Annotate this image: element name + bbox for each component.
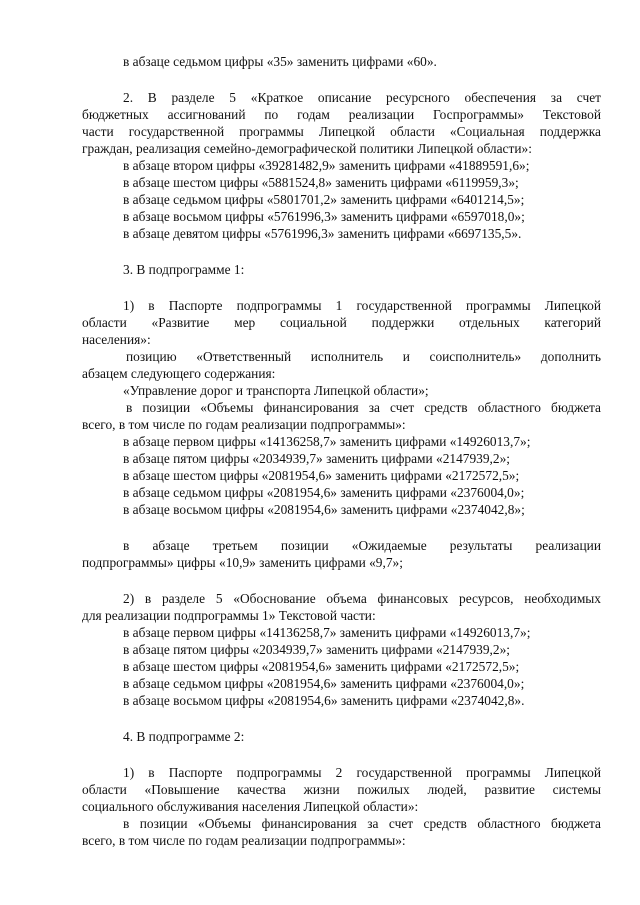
text-line: в абзаце шестом цифры «2081954,6» заменить цифрами «2172572,5»; [123, 659, 520, 674]
text-line: части государственной программы Липецкой области «Социальная поддержка [82, 124, 601, 139]
text-line: в абзаце седьмом цифры «2081954,6» заменить цифрами «2376004,0»; [123, 676, 525, 691]
text-line: 2) в разделе 5 «Обоснование объема финансовых ресурсов, необходимых [123, 591, 601, 606]
text-line: в абзаце седьмом цифры «5801701,2» заменить цифрами «6401214,5»; [123, 192, 525, 207]
text-line: позицию «Ответственный исполнитель и соисполнитель» дополнить [126, 349, 601, 364]
text-line: в абзаце третьем позиции «Ожидаемые результаты реализации [123, 538, 601, 553]
text-line: в абзаце втором цифры «39281482,9» заменить цифрами «41889591,6»; [123, 158, 530, 173]
text-line: бюджетных ассигнований по годам реализации Госпрограммы» Текстовой [82, 107, 601, 122]
text-line: области «Развитие мер социальной поддержки отдельных категорий [82, 315, 601, 330]
text-line: в позиции «Объемы финансирования за счет средств областного бюджета [126, 400, 601, 415]
text-line: социального обслуживания населения Липецкой области»: [82, 799, 419, 814]
text-line: в абзаце седьмом цифры «35» заменить цифрами «60». [123, 54, 437, 69]
text-line: в абзаце шестом цифры «2081954,6» заменить цифрами «2172572,5»; [123, 468, 520, 483]
text-line: в позиции «Объемы финансирования за счет средств областного бюджета [123, 816, 601, 831]
text-line: всего, в том числе по годам реализации подпрограммы»: [82, 833, 406, 848]
text-line: всего, в том числе по годам реализации подпрограммы»: [82, 417, 406, 432]
text-line: в абзаце седьмом цифры «2081954,6» заменить цифрами «2376004,0»; [123, 485, 525, 500]
paragraph-heading: 2. В разделе 5 «Краткое описание ресурсного обеспечения за счет [123, 90, 601, 105]
text-line: населения»: [82, 332, 151, 347]
text-line: в абзаце первом цифры «14136258,7» заменить цифрами «14926013,7»; [123, 625, 531, 640]
text-line: в абзаце восьмом цифры «2081954,6» заменить цифрами «2374042,8». [123, 693, 525, 708]
text-line: области «Повышение качества жизни пожилых людей, развитие системы [82, 782, 601, 797]
text-line: «Управление дорог и транспорта Липецкой области»; [123, 383, 429, 398]
text-line: в абзаце первом цифры «14136258,7» заменить цифрами «14926013,7»; [123, 434, 531, 449]
text-line: в абзаце пятом цифры «2034939,7» заменить цифрами «2147939,2»; [123, 451, 511, 466]
text-line: граждан, реализация семейно-демографической политики Липецкой области»: [82, 141, 532, 156]
text-line: в абзаце шестом цифры «5881524,8» заменить цифрами «6119959,3»; [123, 175, 519, 190]
text-line: для реализации подпрограммы 1» Текстовой части: [82, 608, 376, 623]
text-line: абзацем следующего содержания: [82, 366, 276, 381]
text-line: в абзаце восьмом цифры «5761996,3» заменить цифрами «6597018,0»; [123, 209, 525, 224]
text-line: в абзаце девятом цифры «5761996,3» заменить цифрами «6697135,5». [123, 226, 522, 241]
section-heading: 3. В подпрограмме 1: [123, 262, 245, 277]
text-line: подпрограммы» цифры «10,9» заменить цифрами «9,7»; [82, 555, 403, 570]
section-heading: 4. В подпрограмме 2: [123, 729, 245, 744]
text-line: в абзаце пятом цифры «2034939,7» заменить цифрами «2147939,2»; [123, 642, 511, 657]
text-line: 1) в Паспорте подпрограммы 1 государственной программы Липецкой [123, 298, 601, 313]
text-line: в абзаце восьмом цифры «2081954,6» заменить цифрами «2374042,8»; [123, 502, 525, 517]
text-line: 1) в Паспорте подпрограммы 2 государственной программы Липецкой [123, 765, 601, 780]
